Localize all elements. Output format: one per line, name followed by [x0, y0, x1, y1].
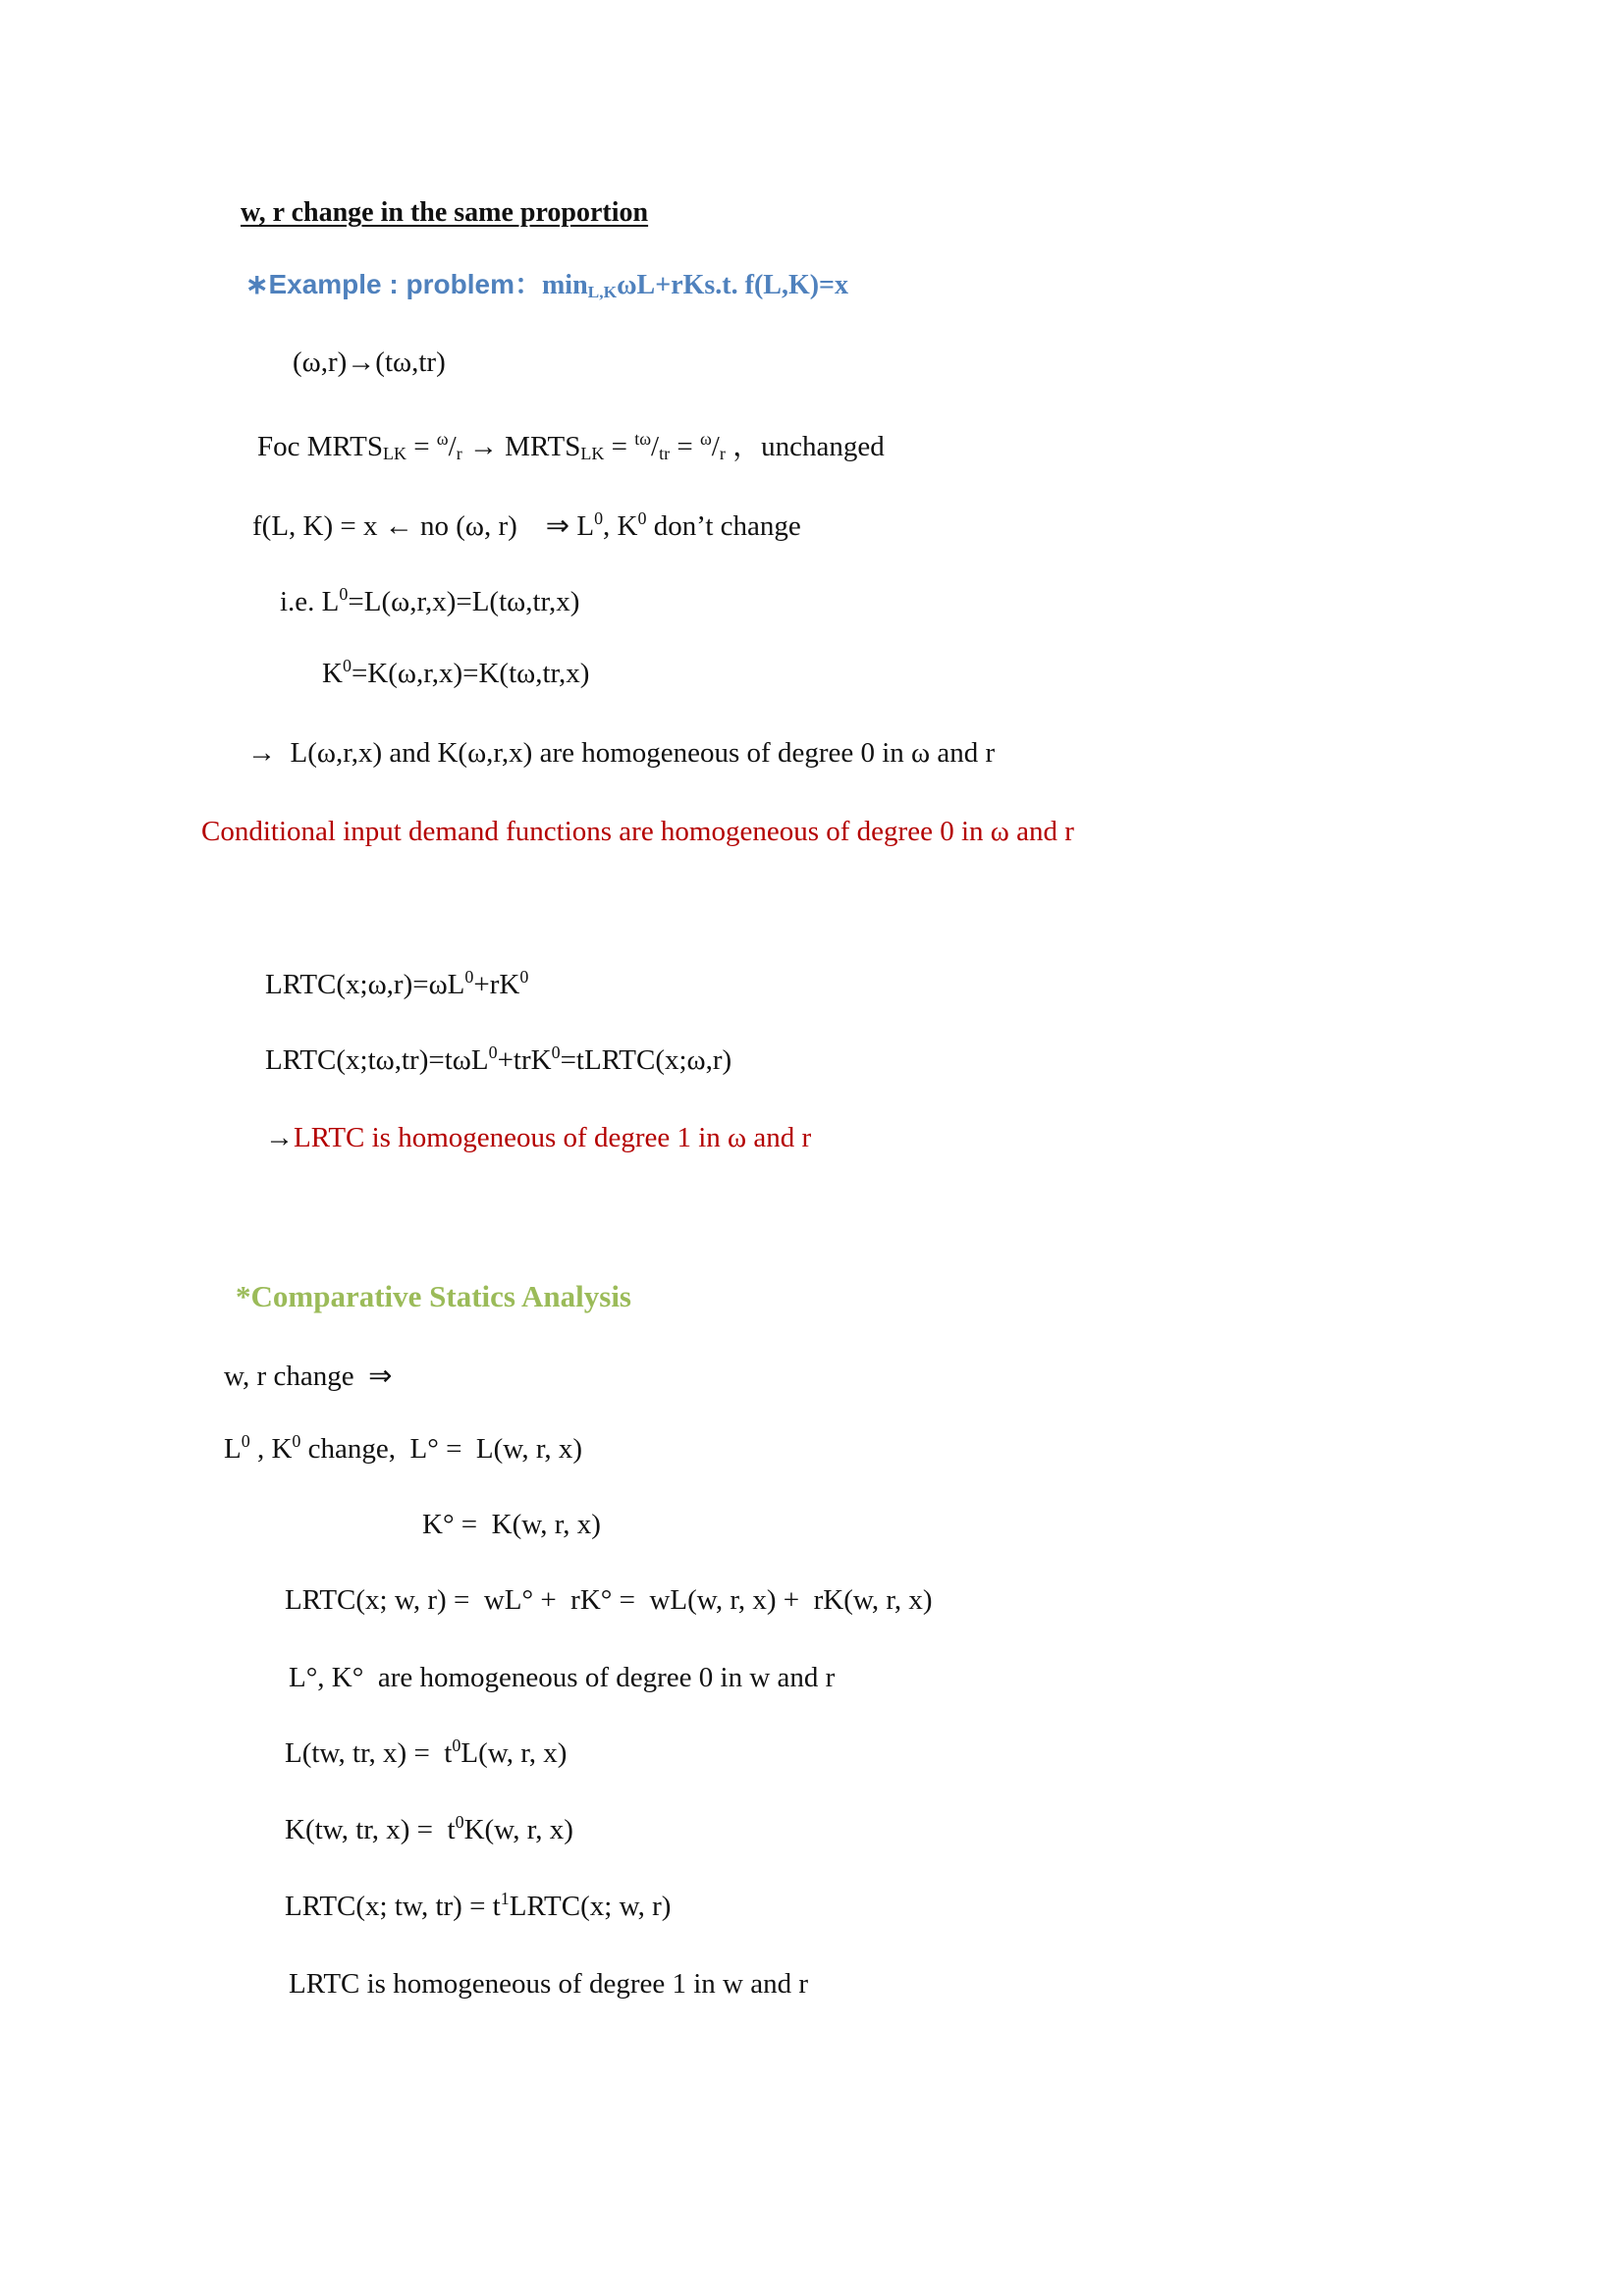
homogeneous-degree0-line [247, 736, 995, 771]
formula-segment: 1 [500, 1889, 510, 1908]
formula-segment: r [456, 444, 462, 464]
formula-segment: LK [580, 444, 605, 464]
formula-segment: 0 [519, 967, 529, 987]
formula-segment: =K(ω,r,x)=K(tω,tr,x) [351, 658, 590, 690]
formula-segment: K [322, 658, 343, 690]
lk-change-line [224, 1431, 582, 1467]
formula-segment: 0 [241, 1431, 250, 1451]
formula-segment: = [604, 431, 635, 463]
formula-segment: +trK [497, 1044, 552, 1077]
formula-segment: K(w, r, x) [463, 1814, 573, 1846]
formula-segment: =tLRTC(x;ω,r) [560, 1044, 732, 1077]
formula-segment: +rK [473, 969, 520, 1001]
formula-segment: ω [699, 429, 712, 449]
formula-segment: =L(ω,r,x)=L(tω,tr,x) [348, 586, 580, 618]
lrtc-expansion-line [285, 1583, 933, 1618]
formula-segment: Foc MRTS [257, 431, 383, 463]
conditional-demand-red-line [201, 815, 1074, 849]
lk-homogeneous-line [289, 1661, 835, 1695]
example-problem-line [245, 268, 848, 303]
formula-segment: ，unchanged [725, 431, 885, 463]
formula-segment: → L(ω,r,x) and K(ω,r,x) are homogeneous of degree 0 in ω and r [247, 737, 996, 769]
formula-segment: min [541, 270, 588, 300]
formula-segment: , K [603, 510, 638, 543]
formula-segment: LRTC(x; w, r) = wL° + rK° = wL(w, r, x) + rK(w, r, x) [285, 1584, 933, 1616]
capital-demand-line [322, 656, 589, 691]
formula-segment: 0 [488, 1042, 498, 1062]
formula-segment: L(tw, tr, x) = t [285, 1737, 453, 1770]
formula-segment: K(tw, tr, x) = t [285, 1814, 456, 1846]
formula-segment: LK [382, 444, 406, 464]
foc-mrts-line [257, 429, 885, 465]
formula-segment: w, r change ⇒ [224, 1361, 393, 1392]
formula-segment: → MRTS [461, 431, 581, 463]
formula-segment: 0 [464, 967, 474, 987]
formula-segment: ω [436, 429, 449, 449]
labor-scaling-line [285, 1735, 567, 1771]
formula-segment: / [651, 431, 660, 463]
page-title: w, r change in the same proportion [241, 197, 649, 228]
formula-segment: r [719, 444, 726, 464]
formula-segment: → [265, 1122, 294, 1153]
formula-segment: 0 [452, 1735, 461, 1755]
formula-segment: tr [659, 444, 671, 464]
formula-segment: , K [249, 1433, 293, 1466]
formula-segment: change, L° = L(w, r, x) [300, 1433, 583, 1466]
price-transform-line [293, 346, 446, 380]
formula-segment: 0 [339, 584, 349, 604]
formula-segment: / [448, 431, 457, 463]
formula-segment: LRTC is homogeneous of degree 1 in ω and r [294, 1122, 812, 1153]
formula-segment: *Comparative Statics Analysis [236, 1279, 631, 1313]
formula-segment: 0 [455, 1812, 464, 1832]
lrtc-degree1-line [289, 1967, 808, 2002]
formula-segment: L(w, r, x) [460, 1737, 568, 1770]
constraint-line [252, 508, 801, 544]
formula-segment: LRTC(x;ω,r)=ωL [265, 969, 465, 1001]
wr-change-line [224, 1360, 392, 1394]
formula-segment: f(L, K) = x ← no (ω, r) ⇒ L [252, 510, 595, 543]
formula-segment: L°, K° are homogeneous of degree 0 in w and r [289, 1662, 836, 1693]
formula-segment: K° = K(w, r, x) [422, 1509, 601, 1540]
formula-segment: ∗Example : problem： [245, 269, 542, 299]
formula-segment: = [406, 431, 437, 463]
formula-segment: Conditional input demand functions are homogeneous of degree 0 in ω and r [201, 816, 1074, 847]
formula-segment: L [224, 1433, 242, 1466]
formula-segment: (ω,r)→(tω,tr) [293, 347, 446, 378]
formula-segment: 0 [292, 1431, 301, 1451]
formula-segment: 0 [594, 508, 604, 528]
formula-segment: tω [634, 429, 652, 449]
formula-segment: LRTC is homogeneous of degree 1 in w and r [289, 1968, 809, 2000]
formula-segment: / [711, 431, 720, 463]
formula-segment: L,K [587, 282, 618, 301]
formula-segment: ωL+rKs.t. f(L,K)=x [617, 270, 849, 300]
lrtc-scaled-line [265, 1042, 731, 1078]
formula-segment: 0 [637, 508, 647, 528]
lrtc-homogeneous-red-line [265, 1121, 811, 1155]
capital-scaling-line [285, 1812, 573, 1847]
lrtc-scaling-line [285, 1889, 671, 1924]
formula-segment: i.e. L [280, 586, 340, 618]
capital-function-line [422, 1508, 601, 1542]
formula-segment: LRTC(x; w, r) [509, 1891, 672, 1923]
ie-labor-demand-line [280, 584, 579, 619]
formula-segment: don’t change [646, 510, 801, 543]
formula-segment: 0 [551, 1042, 561, 1062]
formula-segment: 0 [342, 656, 352, 675]
comparative-statics-heading [236, 1278, 631, 1314]
formula-segment: LRTC(x; tw, tr) = t [285, 1891, 501, 1923]
lrtc-definition-line [265, 967, 528, 1002]
formula-segment: = [670, 431, 700, 463]
formula-segment: LRTC(x;tω,tr)=tωL [265, 1044, 489, 1077]
